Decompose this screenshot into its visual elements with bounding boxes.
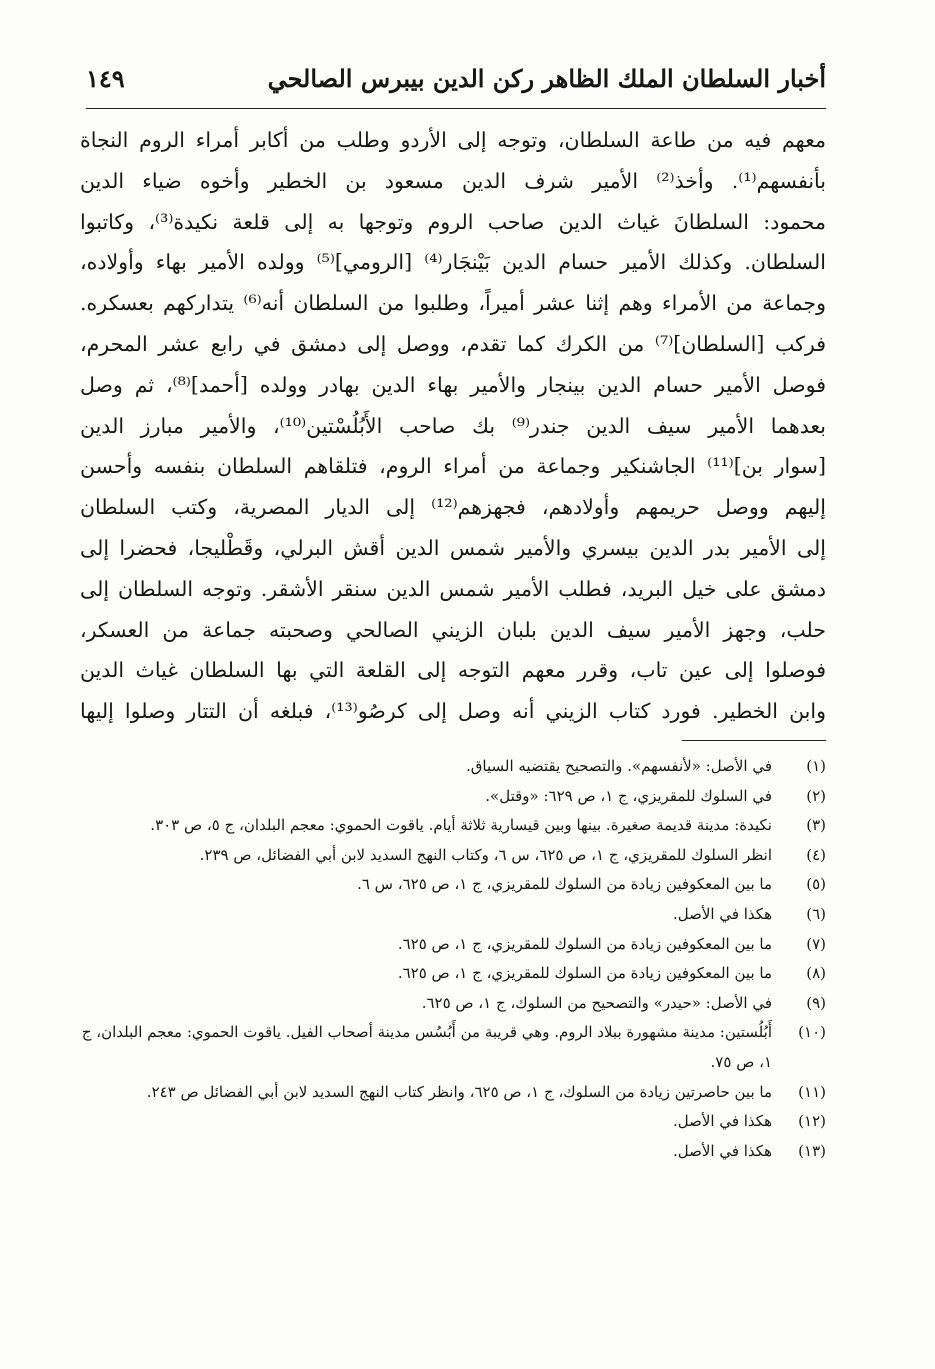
footnote-number: (١١) <box>798 1082 826 1101</box>
footnote <box>80 900 826 930</box>
footnote-text: هكذا في الأصل. <box>672 1141 772 1160</box>
footnote-number: (٤) <box>806 845 826 864</box>
text-line: فوصلوا إلى عين تاب، وقرر معهم التوجه إلى القلعة التي بها السلطان غياث الدين <box>80 658 826 683</box>
footnote-number: (٩) <box>806 993 826 1012</box>
footnote-number: (١) <box>806 757 826 775</box>
footnote <box>80 870 826 900</box>
footnote <box>80 1078 826 1108</box>
page-header <box>86 58 826 109</box>
footnote-text: ما بين حاصرتين زيادة من السلوك، ج ١، ص ٦٢٥، وانظر كتاب النهج السديد لابن أبي الفضائل ص ٢٤٣. <box>146 1082 772 1101</box>
footnote-number: (١٠) <box>798 1023 826 1042</box>
text-line: السلطان. وكذلك الأمير حسام الدين بَيْنجَار⁽⁴⁾ [الرومي]⁽⁵⁾ وولده الأمير بهاء وأولاده، <box>80 250 826 275</box>
text-line: معهم فيه من طاعة السلطان، وتوجه إلى الأردو وطلب من أكابر أمراء الروم النجاة <box>80 128 826 152</box>
footnote-number: (٦) <box>806 904 826 923</box>
footnote-text: في السلوك للمقريزي، ج ١، ص ٦٢٩: «وقتل». <box>485 786 772 805</box>
footnote <box>80 959 826 989</box>
text-line: وابن الخطير. فورد كتاب الزيني أنه وصل إلى كرصُو⁽¹³⁾، فبلغه أن التتار وصلوا إليها <box>80 699 826 724</box>
text-line: إلى الأمير بدر الدين بيسري والأمير شمس الدين أقش البرلي، وقَطْليجا، فحضرا إلى <box>80 535 826 560</box>
footnote-divider <box>682 740 826 741</box>
footnote-number: (٥) <box>806 875 826 894</box>
text-line: بأنفسهم⁽¹⁾. وأخذ⁽²⁾ الأمير شرف الدين مسعود بن الخطير وأخوه ضياء الدين <box>80 168 826 193</box>
footnote <box>80 989 826 1019</box>
footnote-text: في الأصل: «حيدر» والتصحيح من السلوك، ج ١، ص ٦٢٥. <box>421 993 772 1012</box>
text-line: محمود: السلطانَ غياث الدين صاحب الروم وتوجها به إلى قلعة نكيدة⁽³⁾، وكاتبوا <box>80 209 826 234</box>
footnote-text: انظر السلوك للمقريزي، ج ١، ص ٦٢٥، س ٦، وكتاب النهج السديد لابن أبي الفضائل، ص ٢٣٩. <box>199 845 772 864</box>
footnote <box>80 752 826 782</box>
footnote-text: هكذا في الأصل. <box>672 904 772 923</box>
footnote-text: ما بين المعكوفين زيادة من السلوك للمقريزي، ج ١، ص ٦٢٥، س ٦. <box>357 875 772 894</box>
footnote-text: هكذا في الأصل. <box>672 1112 772 1131</box>
footnote-text: ما بين المعكوفين زيادة من السلوك للمقريزي، ج ١، ص ٦٢٥. <box>397 934 772 953</box>
running-title: أخبار السلطان الملك الظاهر ركن الدين بيبرس الصالحي <box>267 64 826 93</box>
footnote-text: ما بين المعكوفين زيادة من السلوك للمقريزي، ج ١، ص ٦٢٥. <box>397 964 772 983</box>
footnote <box>80 1018 826 1077</box>
footnote-number: (٨) <box>806 964 826 983</box>
text-line: إليهم ووصل حريمهم وأولادهم، فجهزهم⁽¹²⁾ إلى الديار المصرية، وكتب السلطان <box>80 495 826 520</box>
main-text <box>80 120 826 732</box>
footnote <box>80 811 826 841</box>
text-line: وجماعة من الأمراء وهم إثنا عشر أميراً، وطلبوا من السلطان أنه⁽⁶⁾ يتداركهم بعسكره. <box>80 291 826 316</box>
text-line: بعدهما الأمير سيف الدين جندر⁽⁹⁾ بك صاحب الأَبُلُسْتين⁽¹⁰⁾، والأمير مبارز الدين <box>80 413 826 438</box>
text-line: [سوار بن]⁽¹¹⁾ الجاشنكير وجماعة من أمراء الروم، فتلقاهم السلطان بنفسه وأحسن <box>80 454 826 479</box>
text-line: دمشق على خيل البريد، فطلب الأمير شمس الدين سنقر الأشقر. وتوجه السلطان إلى <box>80 576 826 601</box>
text-line: حلب، وجهز الأمير سيف الدين بلبان الزيني الصالحي وصحبته جماعة من العسكر، <box>80 617 826 642</box>
footnote <box>80 782 826 812</box>
footnote-number: (١٢) <box>798 1112 826 1131</box>
footnote-text: نكيدة: مدينة قديمة صغيرة. بينها وبين قيسارية ثلاثة أيام. ياقوت الحموي: معجم البلدان، ج ٥، ص ٣٠٣. <box>150 816 772 835</box>
text-line: فوصل الأمير حسام الدين بينجار والأمير بهاء الدين بهادر وولده [أحمد]⁽⁸⁾، ثم وصل <box>80 372 826 397</box>
footnote-number: (٣) <box>806 816 826 835</box>
footnotes <box>80 752 826 1166</box>
page-number: ١٤٩ <box>86 64 125 93</box>
footnote <box>80 1137 826 1167</box>
footnote-number: (١٣) <box>798 1141 826 1160</box>
footnote <box>80 1107 826 1137</box>
footnote-number: (٧) <box>806 934 826 953</box>
footnote <box>80 930 826 960</box>
text-line: فركب [السلطان]⁽⁷⁾ من الكرك كما تقدم، ووصل إلى دمشق في رابع عشر المحرم، <box>80 331 826 356</box>
footnote-text: في الأصل: «لأنفسهم». والتصحيح يقتضيه السياق. <box>466 757 772 775</box>
footnote <box>80 841 826 871</box>
footnote-text: أَبُلُستين: مدينة مشهورة ببلاد الروم. وهي قريبة من أَبُسُس مدينة أصحاب الفيل. ياقوت الحموي: معجم البلدان، ج ١، ص ٧٥. <box>81 1023 772 1071</box>
footnote-number: (٢) <box>806 786 826 805</box>
